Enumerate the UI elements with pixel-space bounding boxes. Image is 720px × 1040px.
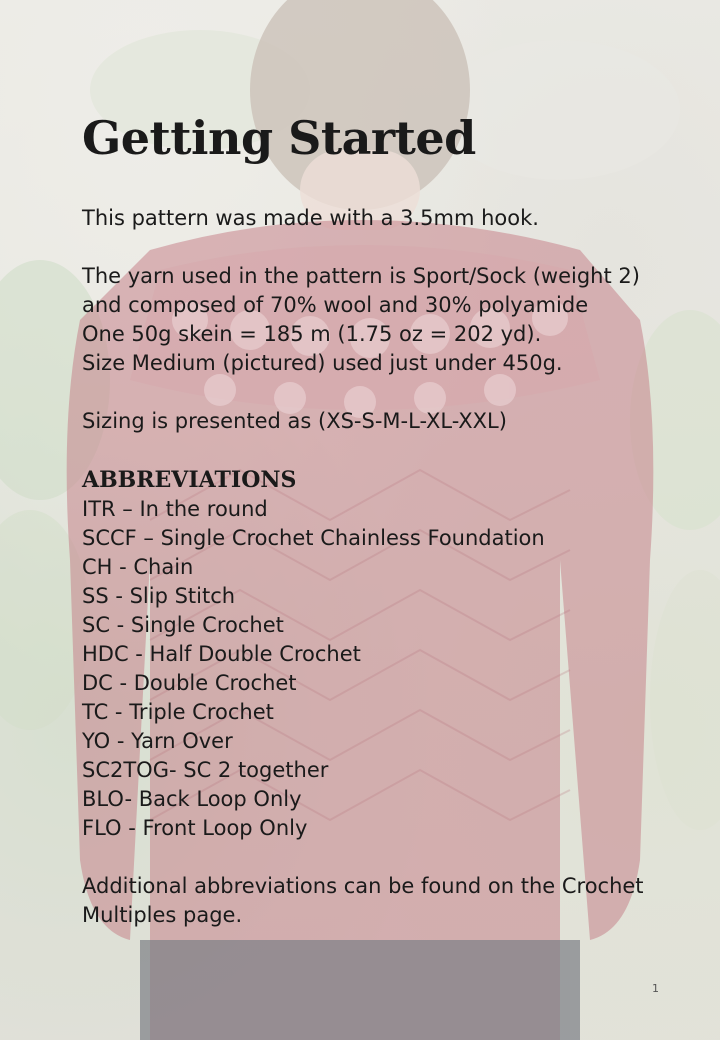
abbreviation-item: ITR – In the round [82, 497, 268, 521]
skein-info: One 50g skein = 185 m (1.75 oz = 202 yd). [82, 322, 542, 346]
abbreviation-item: DC - Double Crochet [82, 671, 297, 695]
hook-info: This pattern was made with a 3.5mm hook. [82, 206, 539, 230]
abbreviation-item: SC2TOG- SC 2 together [82, 758, 329, 782]
abbreviation-item: FLO - Front Loop Only [82, 816, 308, 840]
yarn-info: The yarn used in the pattern is Sport/Sock (weight 2) and composed of 70% wool and 30% polyamide [82, 264, 640, 317]
additional-abbreviations-note: Additional abbreviations can be found on the Crochet Multiples page. [82, 874, 644, 927]
abbreviations-heading: ABBREVIATIONS [82, 467, 297, 493]
abbreviation-item: SC - Single Crochet [82, 613, 284, 637]
page-title: Getting Started [82, 111, 476, 165]
sizing-info: Sizing is presented as (XS-S-M-L-XL-XXL) [82, 409, 507, 433]
abbreviation-item: CH - Chain [82, 555, 194, 579]
abbreviation-item: SS - Slip Stitch [82, 584, 236, 608]
page-number: 1 [652, 982, 659, 995]
size-used-info: Size Medium (pictured) used just under 450g. [82, 351, 563, 375]
abbreviations-list [82, 495, 682, 843]
abbreviation-item: YO - Yarn Over [82, 729, 233, 753]
abbreviation-item: SCCF – Single Crochet Chainless Foundation [82, 526, 545, 550]
page-content [82, 108, 682, 930]
abbreviation-item: BLO- Back Loop Only [82, 787, 302, 811]
abbreviation-item: TC - Triple Crochet [82, 700, 274, 724]
abbreviation-item: HDC - Half Double Crochet [82, 642, 361, 666]
